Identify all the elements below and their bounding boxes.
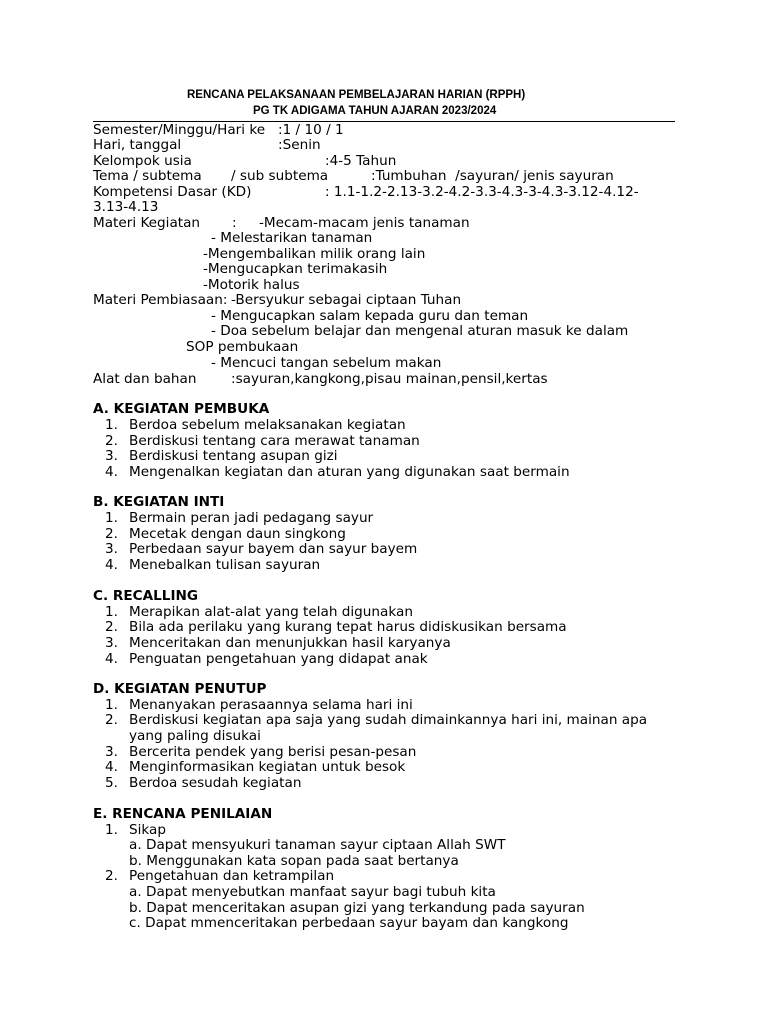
list-item: Mengenalkan kegiatan dan aturan yang digunakan saat bermain: [129, 464, 570, 480]
list-number: 2.: [105, 526, 118, 542]
sub-list-item: a. Dapat mensyukuri tanaman sayur ciptaan Allah SWT: [129, 837, 506, 853]
list-item: Bermain peran jadi pedagang sayur: [129, 510, 374, 526]
list-item: Perbedaan sayur bayem dan sayur bayem: [129, 541, 418, 557]
list-item: Merapikan alat-alat yang telah digunakan: [129, 604, 413, 620]
list-number: 4.: [105, 557, 118, 573]
list-number: 3.: [105, 541, 118, 557]
pembiasaan-item: - Mencuci tangan sebelum makan: [211, 355, 442, 371]
list-number: 5.: [105, 775, 118, 791]
sub-list-item: b. Dapat menceritakan asupan gizi yang terkandung pada sayuran: [129, 900, 585, 916]
hari-label: Hari, tanggal: [93, 137, 182, 153]
sub-list-item: a. Dapat menyebutkan manfaat sayur bagi tubuh kita: [129, 884, 496, 900]
alat-value: :sayuran,kangkong,pisau mainan,pensil,kertas: [231, 371, 548, 387]
document-title: RENCANA PELAKSANAAN PEMBELAJARAN HARIAN (RPPH): [187, 89, 526, 101]
pembiasaan-item: - Doa sebelum belajar dan mengenal aturan masuk ke dalam: [211, 323, 629, 339]
list-number: 2.: [105, 619, 118, 635]
list-item: Mecetak dengan daun singkong: [129, 526, 346, 542]
section-heading-a: A. KEGIATAN PEMBUKA: [93, 401, 270, 417]
list-item: Menanyakan perasaannya selama hari ini: [129, 697, 413, 713]
list-number: 3.: [105, 744, 118, 760]
list-number: 3.: [105, 448, 118, 464]
list-number: 1.: [105, 822, 118, 838]
list-number: 2.: [105, 868, 118, 884]
tema-value: :Tumbuhan /sayuran/ jenis sayuran: [371, 168, 614, 184]
list-number: 1.: [105, 417, 118, 433]
hari-value: :Senin: [278, 137, 321, 153]
list-item: Menginformasikan kegiatan untuk besok: [129, 759, 406, 775]
list-item: Berdoa sesudah kegiatan: [129, 775, 302, 791]
materi-colon: :: [232, 215, 237, 231]
sub-list-item: b. Menggunakan kata sopan pada saat bertanya: [129, 853, 459, 869]
list-item: Berdiskusi kegiatan apa saja yang sudah dimainkannya hari ini, mainan apa: [129, 712, 648, 728]
section-heading-c: C. RECALLING: [93, 588, 199, 604]
kelompok-label: Kelompok usia: [93, 153, 192, 169]
list-item: Bila ada perilaku yang kurang tepat harus didiskusikan bersama: [129, 619, 567, 635]
kd-label: Kompetensi Dasar (KD): [93, 184, 252, 200]
materi-label: Materi Kegiatan: [93, 215, 201, 231]
materi-item: -Mengembalikan milik orang lain: [203, 246, 426, 262]
tema-label: Tema / subtema: [93, 168, 202, 184]
alat-label: Alat dan bahan: [93, 371, 197, 387]
pembiasaan-item: SOP pembukaan: [186, 339, 299, 355]
kelompok-value: :4-5 Tahun: [325, 153, 397, 169]
list-number: 1.: [105, 697, 118, 713]
list-item: Sikap: [129, 822, 166, 838]
semester-value: :1 / 10 / 1: [278, 122, 344, 138]
document-subtitle: PG TK ADIGAMA TAHUN AJARAN 2023/2024: [253, 105, 497, 117]
section-heading-e: E. RENCANA PENILAIAN: [93, 806, 273, 822]
list-number: 1.: [105, 510, 118, 526]
kd-value: : 1.1-1.2-2.13-3.2-4.2-3.3-4.3-3-4.3-3.12-4.12-: [325, 184, 639, 200]
list-number: 2.: [105, 433, 118, 449]
semester-label: Semester/Minggu/Hari ke: [93, 122, 266, 138]
materi-item: - Melestarikan tanaman: [211, 230, 373, 246]
materi-item: -Mecam-macam jenis tanaman: [259, 215, 470, 231]
materi-item: -Mengucapkan terimakasih: [203, 261, 388, 277]
pembiasaan-item: -Bersyukur sebagai ciptaan Tuhan: [231, 292, 462, 308]
list-item: Berdiskusi tentang cara merawat tanaman: [129, 433, 420, 449]
kd-value-continued: 3.13-4.13: [93, 199, 159, 215]
list-item: Pengetahuan dan ketrampilan: [129, 868, 335, 884]
list-item: Berdiskusi tentang asupan gizi: [129, 448, 338, 464]
list-item: Berdoa sebelum melaksanakan kegiatan: [129, 417, 406, 433]
tema-label-sub: / sub subtema: [231, 168, 329, 184]
list-number: 1.: [105, 604, 118, 620]
pembiasaan-label: Materi Pembiasaan:: [93, 292, 228, 308]
pembiasaan-item: - Mengucapkan salam kepada guru dan teman: [211, 308, 529, 324]
list-number: 4.: [105, 651, 118, 667]
section-heading-d: D. KEGIATAN PENUTUP: [93, 681, 267, 697]
list-item: Penguatan pengetahuan yang didapat anak: [129, 651, 428, 667]
list-number: 4.: [105, 759, 118, 775]
list-item: Menebalkan tulisan sayuran: [129, 557, 321, 573]
section-heading-b: B. KEGIATAN INTI: [93, 494, 225, 510]
materi-item: -Motorik halus: [203, 277, 300, 293]
list-number: 4.: [105, 464, 118, 480]
list-item: Bercerita pendek yang berisi pesan-pesan: [129, 744, 417, 760]
list-item-continued: yang paling disukai: [129, 728, 261, 744]
list-number: 2.: [105, 712, 118, 728]
sub-list-item: c. Dapat mmenceritakan perbedaan sayur bayam dan kangkong: [129, 915, 569, 931]
list-item: Menceritakan dan menunjukkan hasil karyanya: [129, 635, 451, 651]
list-number: 3.: [105, 635, 118, 651]
